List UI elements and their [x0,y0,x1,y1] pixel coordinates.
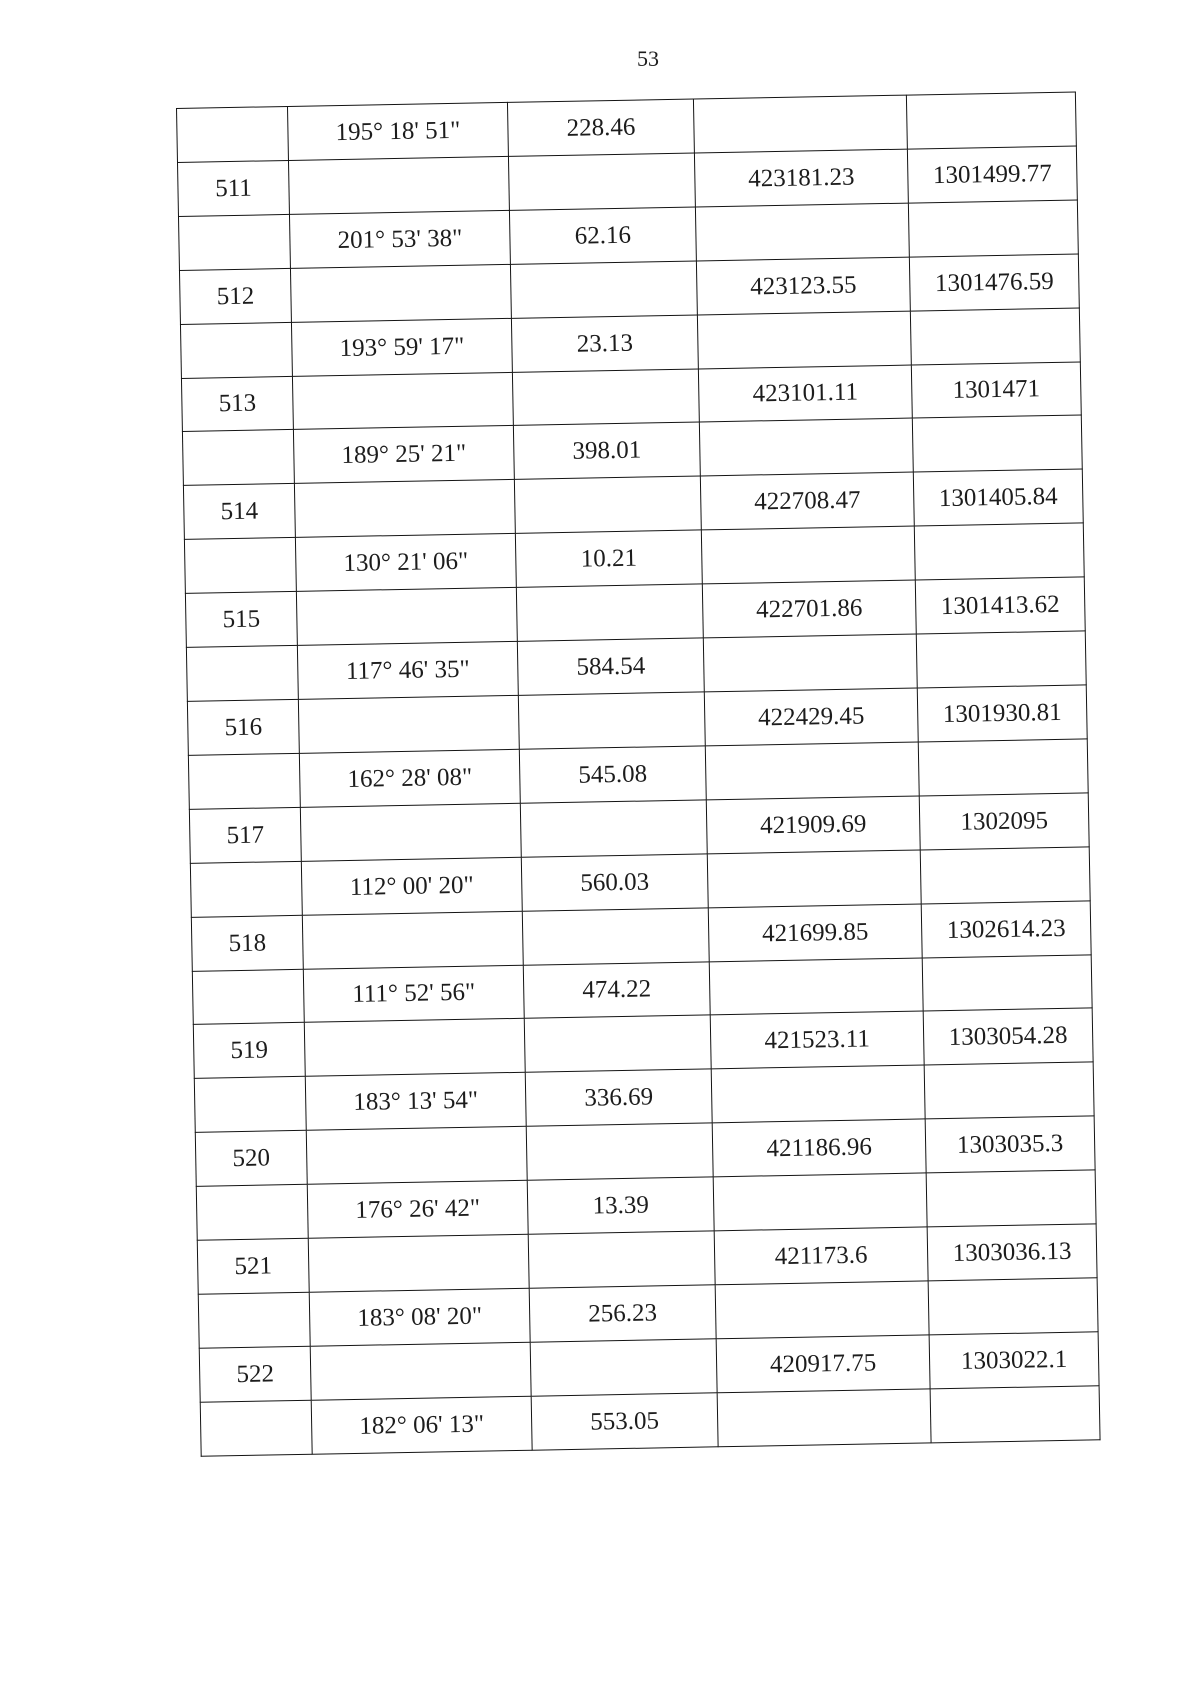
coordinate-x-cell [715,1281,929,1339]
point-id-cell [198,1292,310,1348]
distance-cell: 23.13 [511,315,698,372]
distance-cell: 10.21 [515,530,702,587]
coordinate-x-cell: 423123.55 [696,257,910,315]
coordinate-y-cell [930,1386,1100,1443]
distance-cell: 553.05 [531,1393,718,1450]
coordinate-y-cell [912,415,1082,472]
bearing-cell [294,480,515,538]
distance-cell [514,476,701,533]
coordinate-x-cell [699,418,913,476]
page-number: 53 [637,46,659,71]
distance-cell: 584.54 [517,638,704,695]
point-id-cell: 517 [189,807,301,863]
coordinate-y-cell: 1303036.13 [927,1224,1097,1281]
bearing-cell [302,911,523,969]
coordinate-y-cell: 1301413.62 [915,577,1085,634]
bearing-cell: 183° 13' 54" [305,1073,526,1131]
coordinate-y-cell: 1301405.84 [913,469,1083,526]
distance-cell: 336.69 [525,1069,712,1126]
coordinate-x-cell: 421173.6 [714,1227,928,1285]
coordinate-y-cell: 1301930.81 [917,685,1087,742]
bearing-cell [300,803,521,861]
coordinate-y-cell: 1303022.1 [929,1332,1099,1389]
coordinate-x-cell [693,95,907,153]
distance-cell: 13.39 [527,1177,714,1234]
coordinate-x-cell [703,634,917,692]
point-id-cell: 520 [195,1131,307,1187]
bearing-cell: 183° 08' 20" [309,1288,530,1346]
coordinate-x-cell: 421699.85 [708,904,922,962]
coordinate-y-cell [918,739,1088,796]
coordinate-y-cell: 1301471 [911,362,1081,419]
bearing-cell: 189° 25' 21" [293,426,514,484]
bearing-cell: 195° 18' 51" [287,102,508,160]
coordinate-y-cell: 1303035.3 [925,1116,1095,1173]
point-id-cell: 514 [183,484,295,540]
bearing-cell [306,1126,527,1184]
bearing-cell [310,1342,531,1400]
point-id-cell: 513 [181,376,293,432]
coordinate-x-cell [705,742,919,800]
point-id-cell [194,1077,306,1133]
point-id-cell [190,861,302,917]
bearing-cell [290,264,511,322]
bearing-cell: 176° 26' 42" [307,1180,528,1238]
coordinate-x-cell [717,1389,931,1447]
bearing-cell: 111° 52' 56" [303,965,524,1023]
coordinate-x-cell [711,1065,925,1123]
point-id-cell: 518 [191,915,303,971]
coordinate-x-cell [713,1173,927,1231]
coordinate-y-cell: 1302095 [919,793,1089,850]
coordinate-y-cell: 1303054.28 [923,1008,1093,1065]
point-id-cell [192,969,304,1025]
distance-cell [516,584,703,641]
distance-cell [528,1231,715,1288]
coordinate-x-cell: 421186.96 [712,1119,926,1177]
distance-cell [522,907,709,964]
coordinate-y-cell [916,631,1086,688]
point-id-cell: 522 [199,1346,311,1402]
survey-table [176,92,1101,1457]
point-id-cell [177,106,289,162]
bearing-cell: 112° 00' 20" [301,857,522,915]
coordinate-x-cell: 420917.75 [716,1335,930,1393]
bearing-cell: 182° 06' 13" [311,1396,532,1454]
coordinate-x-cell: 422701.86 [702,580,916,638]
point-id-cell [196,1184,308,1240]
distance-cell [520,800,707,857]
distance-cell: 560.03 [521,854,708,911]
coordinate-y-cell [908,200,1078,257]
bearing-cell: 201° 53' 38" [289,210,510,268]
point-id-cell: 511 [177,160,289,216]
coordinate-y-cell [924,1062,1094,1119]
point-id-cell: 515 [185,592,297,648]
point-id-cell [188,753,300,809]
coordinate-y-cell [910,308,1080,365]
bearing-cell [304,1019,525,1077]
coordinate-y-cell: 1301499.77 [907,146,1077,203]
coordinate-y-cell: 1301476.59 [909,254,1079,311]
coordinate-x-cell: 422708.47 [700,472,914,530]
point-id-cell [184,538,296,594]
coordinate-x-cell [701,526,915,584]
distance-cell [512,369,699,426]
coordinate-y-cell [928,1278,1098,1335]
bearing-cell: 117° 46' 35" [297,641,518,699]
distance-cell [510,261,697,318]
coordinate-y-cell [922,954,1092,1011]
point-id-cell: 516 [187,699,299,755]
bearing-cell [292,372,513,430]
distance-cell [526,1123,713,1180]
coordinate-x-cell: 423181.23 [694,149,908,207]
point-id-cell [200,1400,312,1456]
coordinate-y-cell [914,523,1084,580]
coordinate-x-cell: 421523.11 [710,1011,924,1069]
bearing-cell [296,588,517,646]
distance-cell: 545.08 [519,746,706,803]
point-id-cell: 512 [179,268,291,324]
coordinate-x-cell [697,311,911,369]
point-id-cell: 521 [197,1238,309,1294]
coordinate-x-cell: 423101.11 [698,365,912,423]
point-id-cell [180,322,292,378]
distance-cell [508,153,695,210]
distance-cell [524,1015,711,1072]
coordinate-x-cell [707,850,921,908]
coordinate-x-cell: 422429.45 [704,688,918,746]
distance-cell: 62.16 [509,207,696,264]
bearing-cell: 193° 59' 17" [291,318,512,376]
coordinate-x-cell: 421909.69 [706,796,920,854]
coordinate-x-cell [695,203,909,261]
point-id-cell [182,430,294,486]
coordinate-y-cell: 1302614.23 [921,900,1091,957]
distance-cell: 256.23 [529,1285,716,1342]
distance-cell: 398.01 [513,422,700,479]
survey-table-container [176,92,1101,1457]
coordinate-y-cell [926,1170,1096,1227]
point-id-cell: 519 [193,1023,305,1079]
point-id-cell [178,214,290,270]
bearing-cell [288,156,509,214]
bearing-cell: 162° 28' 08" [299,749,520,807]
coordinate-y-cell [920,847,1090,904]
bearing-cell [308,1234,529,1292]
distance-cell [530,1339,717,1396]
distance-cell: 474.22 [523,961,710,1018]
distance-cell [518,692,705,749]
bearing-cell [298,695,519,753]
point-id-cell [186,645,298,701]
distance-cell: 228.46 [507,99,694,156]
coordinate-x-cell [709,957,923,1015]
bearing-cell: 130° 21' 06" [295,534,516,592]
coordinate-y-cell [906,92,1076,149]
